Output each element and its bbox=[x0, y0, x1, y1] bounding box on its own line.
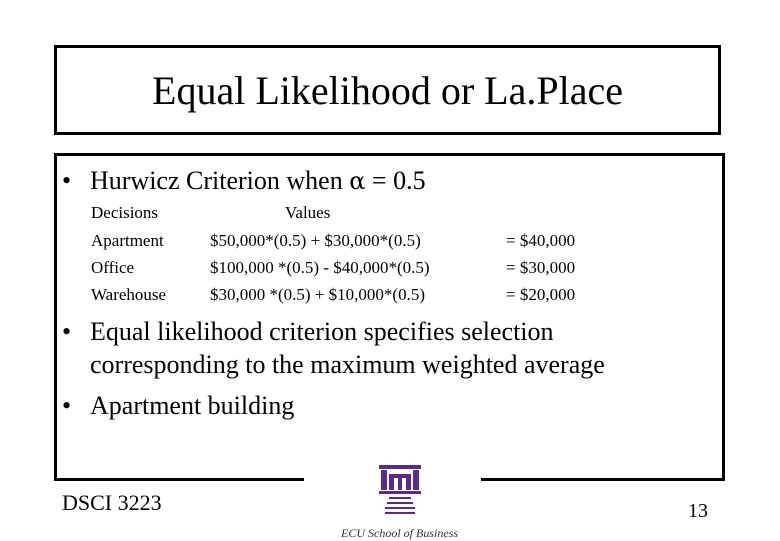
table-row-decision: Apartment bbox=[91, 231, 164, 250]
content-frame bbox=[54, 153, 725, 479]
bullet-equal-likelihood-line2: corresponding to the maximum weighted average bbox=[90, 350, 605, 379]
bullet-marker: • bbox=[62, 166, 72, 195]
table-header-decisions: Decisions bbox=[91, 203, 159, 222]
bullet-hurwicz-prefix: Hurwicz Criterion when bbox=[90, 166, 350, 195]
slide-title-text: Equal Likelihood or La.Place bbox=[152, 67, 623, 113]
alpha-symbol: α bbox=[349, 167, 366, 195]
table-row-result: = $40,000 bbox=[506, 231, 576, 250]
table-header-values: Values bbox=[285, 203, 331, 222]
slide-title bbox=[54, 45, 721, 135]
table-row-result: = $20,000 bbox=[506, 285, 576, 304]
bullet-apartment-text: Apartment building bbox=[90, 391, 295, 420]
bullet-hurwicz-suffix: = 0.5 bbox=[365, 166, 426, 195]
course-code: DSCI 3223 bbox=[62, 490, 162, 515]
frame-bottom-right-border bbox=[481, 478, 725, 481]
school-name: ECU School of Business bbox=[341, 526, 458, 540]
table-row-result: = $30,000 bbox=[506, 258, 576, 277]
page-number: 13 bbox=[688, 500, 708, 522]
frame-bottom-left-border bbox=[54, 478, 304, 481]
table-row-formula: $100,000 *(0.5) - $40,000*(0.5) bbox=[210, 258, 430, 277]
table-row-decision: Office bbox=[91, 258, 135, 277]
bullet-marker: • bbox=[62, 391, 72, 420]
bullet-marker: • bbox=[62, 317, 72, 346]
table-row-formula: $30,000 *(0.5) + $10,000*(0.5) bbox=[210, 285, 425, 304]
bullet-equal-likelihood-line1: Equal likelihood criterion specifies selection bbox=[90, 317, 554, 346]
ecu-logo bbox=[377, 464, 423, 520]
bullet-equal-likelihood bbox=[62, 317, 662, 381]
table-row-formula: $50,000*(0.5) + $30,000*(0.5) bbox=[210, 231, 421, 250]
table-row-decision: Warehouse bbox=[91, 285, 167, 304]
bullet-hurwicz-text bbox=[90, 166, 426, 196]
